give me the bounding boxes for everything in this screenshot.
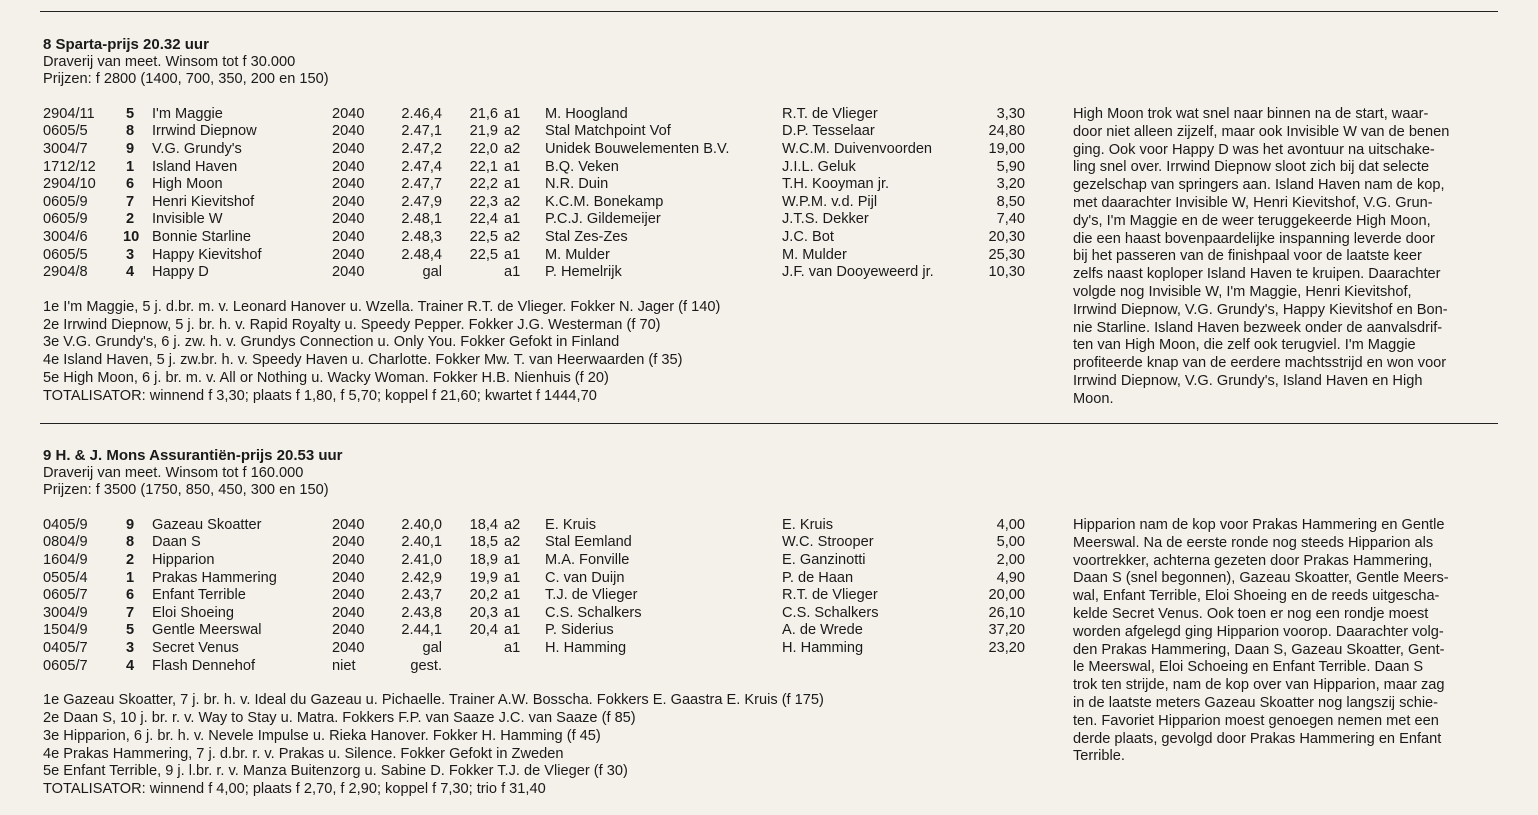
km-time: 20,4 (469, 622, 498, 639)
report-line: Irrwind Diepnow, V.G. Grundy's, Happy Kievitshof en Bon- (1073, 301, 1448, 318)
horse-name: Irrwind Diepnow (152, 123, 257, 140)
odds: 10,30 (988, 264, 1025, 281)
start-number: 8 (125, 123, 135, 140)
horse-name: High Moon (152, 176, 223, 193)
horse-name: Eloi Shoeing (152, 604, 234, 621)
distance: 2040 (332, 158, 365, 175)
table-row (43, 176, 1025, 194)
table-row (43, 264, 1025, 282)
track-code: a1 (504, 569, 521, 586)
report-line: Hipparion nam de kop voor Prakas Hammering en Gentle (1073, 517, 1445, 533)
section-rule (40, 423, 1498, 424)
finish-time: 2.48,1 (401, 211, 442, 228)
driver-name: J.T.S. Dekker (782, 211, 869, 228)
track-code: a1 (504, 105, 521, 122)
horse-name: Flash Dennehof (152, 657, 256, 674)
odds: 37,20 (988, 622, 1025, 639)
finish-time: 2.42,9 (401, 569, 442, 586)
finish-time: 2.40,0 (401, 516, 442, 533)
distance: 2040 (332, 569, 365, 586)
table-row (43, 158, 1025, 177)
track-code: a2 (504, 534, 521, 551)
track-code: a1 (504, 639, 521, 656)
start-number: 10 (123, 228, 140, 245)
result-line: TOTALISATOR: winnend f 3,30; plaats f 1,80, f 5,70; koppel f 21,60; kwartet f 1444,70 (43, 387, 597, 404)
driver-name: R.T. de Vlieger (782, 587, 878, 604)
horse-name: Happy D (152, 264, 209, 281)
start-number: 2 (125, 211, 135, 228)
start-date: 0605/7 (43, 657, 88, 674)
start-date: 3004/7 (43, 140, 88, 157)
start-number: 4 (125, 657, 135, 674)
table-row (43, 193, 1025, 212)
horse-name: V.G. Grundy's (152, 140, 242, 157)
report-line: gezelschap van springers aan. Island Haven nam de kop, (1073, 177, 1445, 194)
report-line: ten van High Moon, die zelf ook terugviel. I'm Maggie (1073, 337, 1416, 354)
report-line: Terrible. (1073, 748, 1125, 765)
race-title: 9 H. & J. Mons Assurantiën-prijs 20.53 uur (43, 447, 343, 464)
top-rule (40, 11, 1498, 12)
track-code: a1 (504, 587, 521, 604)
horse-name: Invisible W (152, 211, 223, 228)
table-row (43, 604, 1025, 623)
km-time: 22,5 (469, 246, 498, 263)
km-time: 22,3 (469, 193, 498, 210)
km-time: 18,5 (469, 534, 498, 551)
owner-name: Stal Eemland (545, 534, 632, 551)
result-line: 3e Hipparion, 6 j. br. h. v. Nevele Impulse u. Rieka Hanover. Fokker H. Hamming (f 45) (43, 727, 601, 744)
km-time: 22,0 (469, 140, 498, 157)
start-number: 9 (125, 516, 135, 533)
result-line: TOTALISATOR: winnend f 4,00; plaats f 2,70, f 2,90; koppel f 7,30; trio f 31,40 (43, 781, 546, 798)
start-number: 4 (125, 264, 135, 281)
driver-name: W.P.M. v.d. Pijl (782, 193, 878, 210)
report-line: met daarachter Invisible W, Henri Kievitshof, V.G. Grun- (1073, 194, 1433, 211)
owner-name: M. Mulder (545, 246, 610, 263)
km-time: 20,2 (469, 587, 498, 604)
owner-name: M. Hoogland (545, 105, 628, 122)
horse-name: Enfant Terrible (152, 587, 246, 604)
race-prizes: Prijzen: f 2800 (1400, 700, 350, 200 en 150) (43, 71, 329, 88)
distance: 2040 (332, 105, 365, 122)
start-date: 2904/10 (43, 176, 96, 193)
table-row (43, 246, 1025, 265)
start-date: 0605/5 (43, 123, 88, 140)
race-conditions: Draverij van meet. Winsom tot f 30.000 (43, 53, 296, 70)
track-code: a1 (504, 176, 521, 193)
table-row (43, 534, 1025, 552)
distance: 2040 (332, 516, 365, 533)
report-line: ling snel over. Irrwind Diepnow sloot zich bij dat selecte (1073, 159, 1430, 176)
owner-name: P.C.J. Gildemeijer (545, 211, 661, 228)
start-number: 8 (125, 534, 135, 551)
track-code: a2 (504, 228, 521, 245)
odds: 23,20 (988, 639, 1025, 656)
driver-name: D.P. Tesselaar (782, 123, 875, 140)
driver-name: P. de Haan (782, 569, 854, 586)
finish-time: 2.47,4 (401, 158, 442, 175)
distance: 2040 (332, 211, 365, 228)
start-number: 1 (125, 158, 135, 175)
horse-name: Prakas Hammering (152, 569, 277, 586)
report-line: voortrekker, achterna gezeten door Prakas Hammering, (1073, 552, 1433, 569)
track-code: a1 (504, 246, 521, 263)
finish-time: 2.48,3 (401, 228, 442, 245)
owner-name: Stal Matchpoint Vof (545, 123, 671, 140)
track-code: a2 (504, 123, 521, 140)
km-time: 22,4 (469, 211, 498, 228)
distance: 2040 (332, 587, 365, 604)
distance: 2040 (332, 176, 365, 193)
track-code: a2 (504, 140, 521, 157)
finish-time: 2.44,1 (401, 622, 442, 639)
finish-time: gest. (410, 657, 442, 674)
owner-name: T.J. de Vlieger (545, 587, 638, 604)
table-row (43, 228, 1025, 247)
report-line: Daan S (snel begonnen), Gazeau Skoatter, Gentle Meers- (1073, 570, 1449, 587)
track-code: a1 (504, 551, 521, 568)
start-number: 9 (125, 140, 135, 157)
table-row (43, 123, 1025, 141)
odds: 5,90 (996, 158, 1025, 175)
track-code: a1 (504, 211, 521, 228)
result-line: 3e V.G. Grundy's, 6 j. zw. h. v. Grundys Connection u. Only You. Fokker Gefokt in Finland (43, 334, 620, 351)
start-date: 0605/7 (43, 587, 88, 604)
driver-name: W.C. Strooper (782, 534, 874, 551)
table-row (43, 140, 1025, 159)
odds: 25,30 (988, 246, 1025, 263)
odds: 20,00 (988, 587, 1025, 604)
table-row (43, 516, 1025, 535)
report-line: dy's, I'm Maggie en de weer teruggekeerde High Moon, (1073, 212, 1431, 229)
horse-name: I'm Maggie (152, 105, 223, 122)
table-row (43, 639, 1025, 658)
odds: 8,50 (996, 193, 1025, 210)
race-title: 8 Sparta-prijs 20.32 uur (43, 36, 209, 53)
horse-name: Daan S (152, 534, 201, 551)
track-code: a1 (504, 264, 521, 281)
report-line: ging. Ook voor Happy D was het avontuur na uitschake- (1073, 141, 1435, 158)
distance: 2040 (332, 604, 365, 621)
odds: 4,90 (996, 569, 1025, 586)
distance: 2040 (332, 123, 365, 140)
horse-name: Secret Venus (152, 639, 239, 656)
report-line: door niet alleen zijzelf, maar ook Invisible W van de benen (1073, 123, 1450, 140)
start-date: 3004/9 (43, 604, 88, 621)
owner-name: K.C.M. Bonekamp (545, 193, 664, 210)
start-number: 5 (125, 105, 135, 122)
report-line: bij het passeren van de finishpaal voor de laatste keer (1073, 248, 1422, 265)
start-date: 1604/9 (43, 551, 88, 568)
start-date: 2904/11 (43, 105, 95, 122)
start-date: 0405/9 (43, 516, 88, 533)
driver-name: E. Kruis (782, 516, 834, 533)
finish-time: 2.41,0 (401, 551, 442, 568)
horse-name: Island Haven (152, 158, 238, 175)
distance: 2040 (332, 551, 365, 568)
results-list (43, 299, 720, 406)
start-date: 0804/9 (43, 534, 88, 551)
finish-time: 2.40,1 (401, 534, 442, 551)
driver-name: M. Mulder (782, 246, 847, 263)
table-row (43, 658, 824, 676)
owner-name: N.R. Duin (545, 176, 609, 193)
start-number: 7 (125, 604, 135, 621)
distance: 2040 (332, 639, 365, 656)
start-date: 1712/12 (43, 158, 96, 175)
finish-time: gal (422, 264, 442, 281)
result-line: 5e Enfant Terrible, 9 j. l.br. r. v. Manza Buitenzorg u. Sabine D. Fokker T.J. de Vlieger (f 30) (43, 763, 628, 780)
report-line: profiteerde knap van de eerdere machtsstrijd en won voor (1073, 355, 1447, 372)
horse-name: Happy Kievitshof (152, 246, 262, 263)
horse-name: Gentle Meerswal (152, 622, 262, 639)
start-date: 3004/6 (43, 228, 88, 245)
km-time: 20,3 (469, 604, 498, 621)
driver-name: C.S. Schalkers (782, 604, 879, 621)
start-date: 0605/9 (43, 211, 88, 228)
odds: 2,00 (996, 551, 1025, 568)
race-9-section (43, 447, 1025, 799)
result-line: 1e Gazeau Skoatter, 7 j. br. h. v. Ideal du Gazeau u. Pichaelle. Trainer A.W. Bosscha. Fokkers E. Gaastra E. Kruis (f 175) (43, 692, 824, 709)
report-line: in de laatste meters Gazeau Skoatter nog langszij schie- (1073, 694, 1439, 711)
distance: 2040 (332, 228, 365, 245)
report-line: Meerswal. Na de eerste ronde nog steeds Hipparion als (1073, 534, 1434, 551)
race-conditions: Draverij van meet. Winsom tot f 160.000 (43, 464, 304, 481)
track-code: a1 (504, 604, 521, 621)
owner-name: Unidek Bouwelementen B.V. (545, 140, 730, 157)
table-row (43, 105, 1025, 124)
horse-name: Hipparion (152, 551, 215, 568)
race-prizes: Prijzen: f 3500 (1750, 850, 450, 300 en 150) (43, 482, 329, 499)
finish-time: 2.47,1 (401, 123, 442, 140)
km-time: 19,9 (469, 569, 498, 586)
odds: 19,00 (988, 140, 1025, 157)
owner-name: E. Kruis (545, 516, 597, 533)
start-number: 6 (125, 176, 135, 193)
odds: 3,30 (996, 105, 1025, 122)
owner-name: C. van Duijn (545, 569, 625, 586)
entries-table (43, 105, 1025, 282)
odds: 3,20 (996, 176, 1025, 193)
start-date: 0505/4 (43, 569, 88, 586)
report-line: ten. Favoriet Hipparion moest genoegen nemen met een (1073, 712, 1439, 729)
driver-name: H. Hamming (782, 639, 864, 656)
km-time: 18,4 (469, 516, 498, 533)
race-report (1073, 517, 1498, 766)
horse-name: Henri Kievitshof (152, 193, 255, 210)
horse-name: Bonnie Starline (152, 228, 251, 245)
report-line: kelde Secret Venus. Ook toen er nog een rondje moest (1073, 605, 1429, 622)
finish-time: 2.47,7 (401, 176, 442, 193)
report-line: Irrwind Diepnow, V.G. Grundy's, Island Haven en High (1073, 372, 1423, 389)
track-code: a2 (504, 516, 521, 533)
results-list (43, 692, 824, 799)
table-row (43, 622, 1025, 640)
owner-name: M.A. Fonville (545, 551, 630, 568)
finish-time: 2.47,9 (401, 193, 442, 210)
result-line: 2e Daan S, 10 j. br. r. v. Way to Stay u. Matra. Fokkers F.P. van Saaze J.C. van Saaze (f 85) (43, 709, 636, 726)
odds: 20,30 (988, 228, 1025, 245)
distance: 2040 (332, 246, 365, 263)
odds: 5,00 (996, 534, 1025, 551)
result-line: 4e Island Haven, 5 j. zw.br. h. v. Speedy Haven u. Charlotte. Fokker Mw. T. van Heerwaarden (f 35) (43, 352, 683, 369)
distance: 2040 (332, 193, 365, 210)
start-number: 7 (125, 193, 135, 210)
report-line: wal, Enfant Terrible, Eloi Shoeing en de reeds uitgescha- (1073, 588, 1440, 605)
table-row (43, 569, 1025, 588)
report-line: volgde nog Invisible W, I'm Maggie, Henri Kievitshof, (1073, 283, 1412, 300)
distance: 2040 (332, 534, 365, 551)
table-row (43, 551, 1025, 570)
start-number: 3 (125, 246, 135, 263)
finish-time: 2.43,7 (401, 587, 442, 604)
start-date: 0605/9 (43, 193, 88, 210)
start-number: 1 (125, 569, 135, 586)
distance: 2040 (332, 622, 365, 639)
driver-name: E. Ganzinotti (782, 551, 866, 568)
result-line: 5e High Moon, 6 j. br. m. v. All or Nothing u. Wacky Woman. Fokker H.B. Nienhuis (f 20) (43, 369, 609, 386)
report-line: den Prakas Hammering, Daan S, Gazeau Skoatter, Gent- (1073, 641, 1445, 658)
track-code: a1 (504, 158, 521, 175)
driver-name: J.I.L. Geluk (782, 158, 856, 175)
start-date: 0605/5 (43, 246, 88, 263)
track-code: a1 (504, 622, 521, 639)
km-time: 21,9 (469, 123, 498, 140)
start-number: 2 (125, 551, 135, 568)
race-8-section (43, 36, 1025, 406)
finish-time: 2.47,2 (401, 140, 442, 157)
owner-name: C.S. Schalkers (545, 604, 642, 621)
owner-name: P. Hemelrijk (545, 264, 622, 281)
report-line: derde plaats, gevolgd door Prakas Hammering en Enfant (1073, 730, 1442, 747)
km-time: 22,1 (469, 158, 498, 175)
km-time: 22,5 (469, 228, 498, 245)
odds: 4,00 (996, 516, 1025, 533)
table-row (43, 211, 1025, 229)
entries-table (43, 516, 1025, 675)
distance: 2040 (332, 264, 365, 281)
km-time: 18,9 (469, 551, 498, 568)
finish-time: 2.48,4 (401, 246, 442, 263)
report-line: trok ten strijde, nam de kop over van Hipparion, maar zag (1073, 677, 1445, 694)
driver-name: J.F. van Dooyeweerd jr. (782, 264, 934, 281)
start-number: 3 (125, 639, 135, 656)
start-number: 5 (125, 622, 135, 639)
track-code: a2 (504, 193, 521, 210)
report-line: nie Starline. Island Haven bezweek onder de aanvalsdrif- (1073, 319, 1443, 336)
finish-time: 2.46,4 (401, 105, 442, 122)
finish-time: 2.43,8 (401, 604, 442, 621)
report-line: zelfs naast koploper Island Haven te kruipen. Daarachter (1073, 266, 1441, 283)
horse-name: Gazeau Skoatter (152, 516, 262, 533)
odds: 24,80 (988, 123, 1025, 140)
distance: niet (332, 657, 356, 674)
start-number: 6 (125, 587, 135, 604)
owner-name: B.Q. Veken (545, 158, 619, 175)
start-date: 0405/7 (43, 639, 88, 656)
odds: 7,40 (996, 211, 1025, 228)
report-line: le Meerswal, Eloi Schoeing en Enfant Terrible. Daan S (1073, 659, 1424, 676)
race-report (1073, 106, 1498, 409)
driver-name: T.H. Kooyman jr. (782, 176, 890, 193)
km-time: 22,2 (469, 176, 498, 193)
table-row (43, 587, 1025, 605)
start-date: 1504/9 (43, 622, 88, 639)
driver-name: W.C.M. Duivenvoorden (782, 140, 933, 157)
report-line: Moon. (1073, 390, 1114, 407)
km-time: 21,6 (469, 105, 498, 122)
report-line: die een haast bovenpaardelijke inspanning leverde door (1073, 230, 1435, 247)
driver-name: A. de Wrede (782, 622, 863, 639)
driver-name: R.T. de Vlieger (782, 105, 878, 122)
result-line: 4e Prakas Hammering, 7 j. d.br. r. v. Prakas u. Silence. Fokker Gefokt in Zweden (43, 745, 564, 762)
result-line: 1e I'm Maggie, 5 j. d.br. m. v. Leonard Hanover u. Wzella. Trainer R.T. de Vlieger. Fokker N. Jager (f 140) (43, 298, 721, 315)
owner-name: Stal Zes-Zes (545, 228, 628, 245)
report-line: High Moon trok wat snel naar binnen na de start, waar- (1073, 106, 1429, 122)
odds: 26,10 (988, 604, 1025, 621)
finish-time: gal (422, 639, 442, 656)
result-line: 2e Irrwind Diepnow, 5 j. br. h. v. Rapid Royalty u. Speedy Pepper. Fokker J.G. Westerman (f 70) (43, 316, 661, 333)
driver-name: J.C. Bot (782, 228, 834, 245)
start-date: 2904/8 (43, 264, 88, 281)
owner-name: P. Siderius (545, 622, 614, 639)
report-line: worden afgelegd ging Hipparion voorop. Daarachter volg- (1073, 623, 1444, 640)
owner-name: H. Hamming (545, 639, 627, 656)
distance: 2040 (332, 140, 365, 157)
